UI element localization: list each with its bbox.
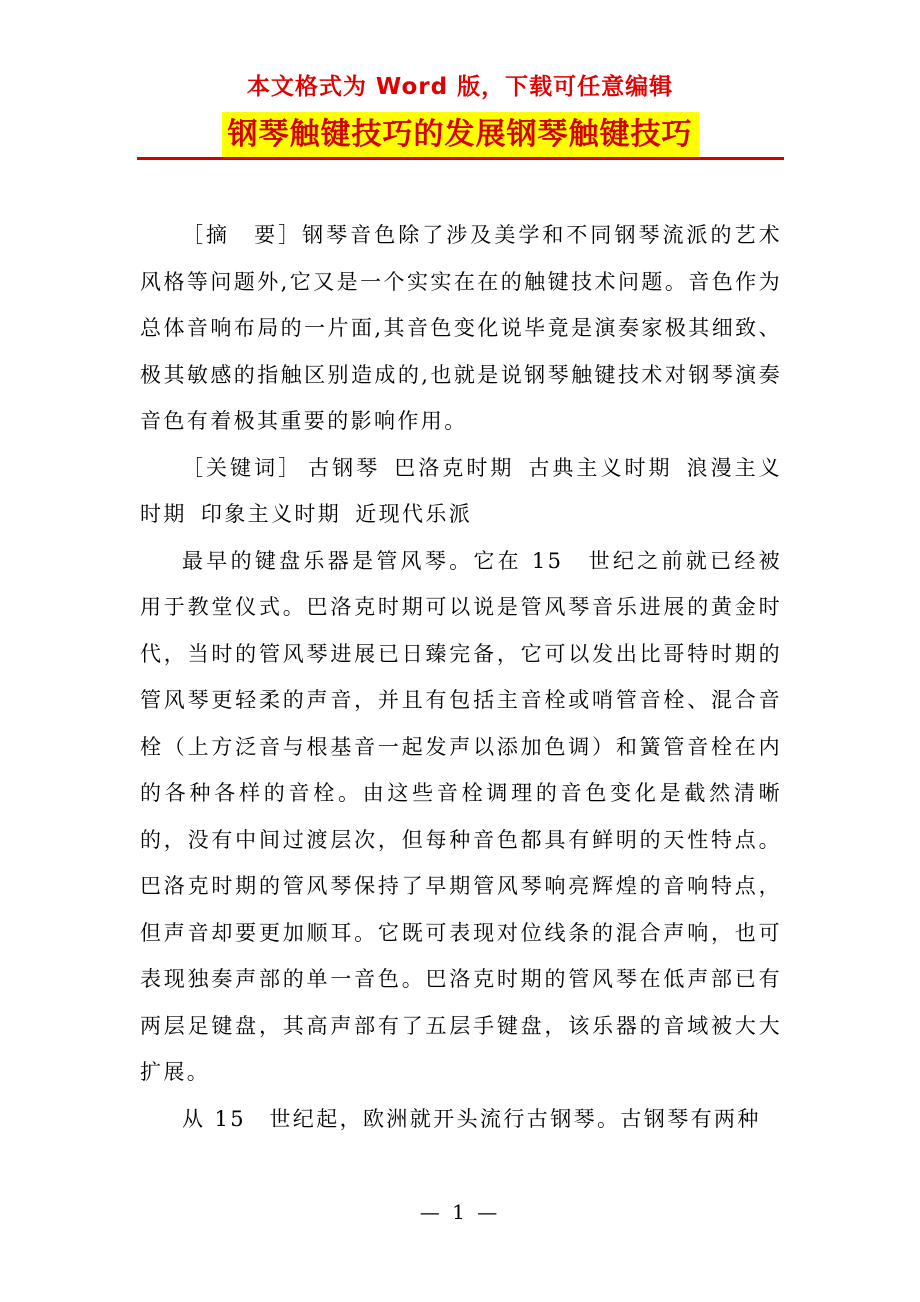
title-divider bbox=[137, 157, 784, 160]
abstract-paragraph: ［摘 要］钢琴音色除了涉及美学和不同钢琴流派的艺术风格等问题外,它又是一个实实在在的触键技术问题。音色作为总体音响布局的一片面,其音色变化说毕竟是演奏家极其细致、极其敏感的指触区别造成的,也就是说钢琴触键技术对钢琴演奏音色有着极其重要的影响作用。 bbox=[140, 223, 782, 433]
format-notice: 本文格式为 Word 版，下载可任意编辑 bbox=[246, 74, 674, 100]
keyword-item: 印象主义时期 bbox=[200, 502, 342, 526]
title-container bbox=[0, 112, 920, 158]
body-paragraph: 最早的键盘乐器是管风琴。它在 15 世纪之前就已经被用于教堂仪式。巴洛克时期可以说是管风琴音乐进展的黄金时代，当时的管风琴进展已日臻完备，它可以发出比哥特时期的管风琴更轻柔的声音，并且有包括主音栓或哨管音栓、混合音栓（上方泛音与根基音一起发声以添加色调）和簧管音栓在内的各种各样的音栓。由这些音栓调理的音色变化是截然清晰的，没有中间过渡层次，但每种音色都具有鲜明的天性特点。巴洛克时期的管风琴保持了早期管风琴响亮辉煌的音响特点，但声音却要更加顺耳。它既可表现对位线条的混合声响，也可表现独奏声部的单一音色。巴洛克时期的管风琴在低声部已有两层足键盘，其高声部有了五层手键盘，该乐器的音域被大大扩展。 bbox=[140, 548, 782, 1084]
document-body bbox=[140, 212, 782, 1142]
keyword-item: 浪漫主义时期 bbox=[140, 455, 783, 526]
page-number: — 1 — bbox=[419, 1200, 501, 1224]
keyword-item: 巴洛克时期 bbox=[394, 455, 515, 480]
keyword-item: 古典主义时期 bbox=[528, 455, 673, 480]
body-paragraph: 从 15 世纪起，欧洲就开头流行古钢琴。古钢琴有两种 bbox=[182, 1106, 761, 1131]
keywords-label: ［关键词］ bbox=[182, 455, 303, 480]
keyword-item: 近现代乐派 bbox=[355, 502, 473, 526]
document-title: 钢琴触键技巧的发展钢琴触键技巧 bbox=[222, 112, 699, 158]
keyword-item: 古钢琴 bbox=[308, 455, 381, 480]
keywords-paragraph bbox=[140, 445, 782, 538]
